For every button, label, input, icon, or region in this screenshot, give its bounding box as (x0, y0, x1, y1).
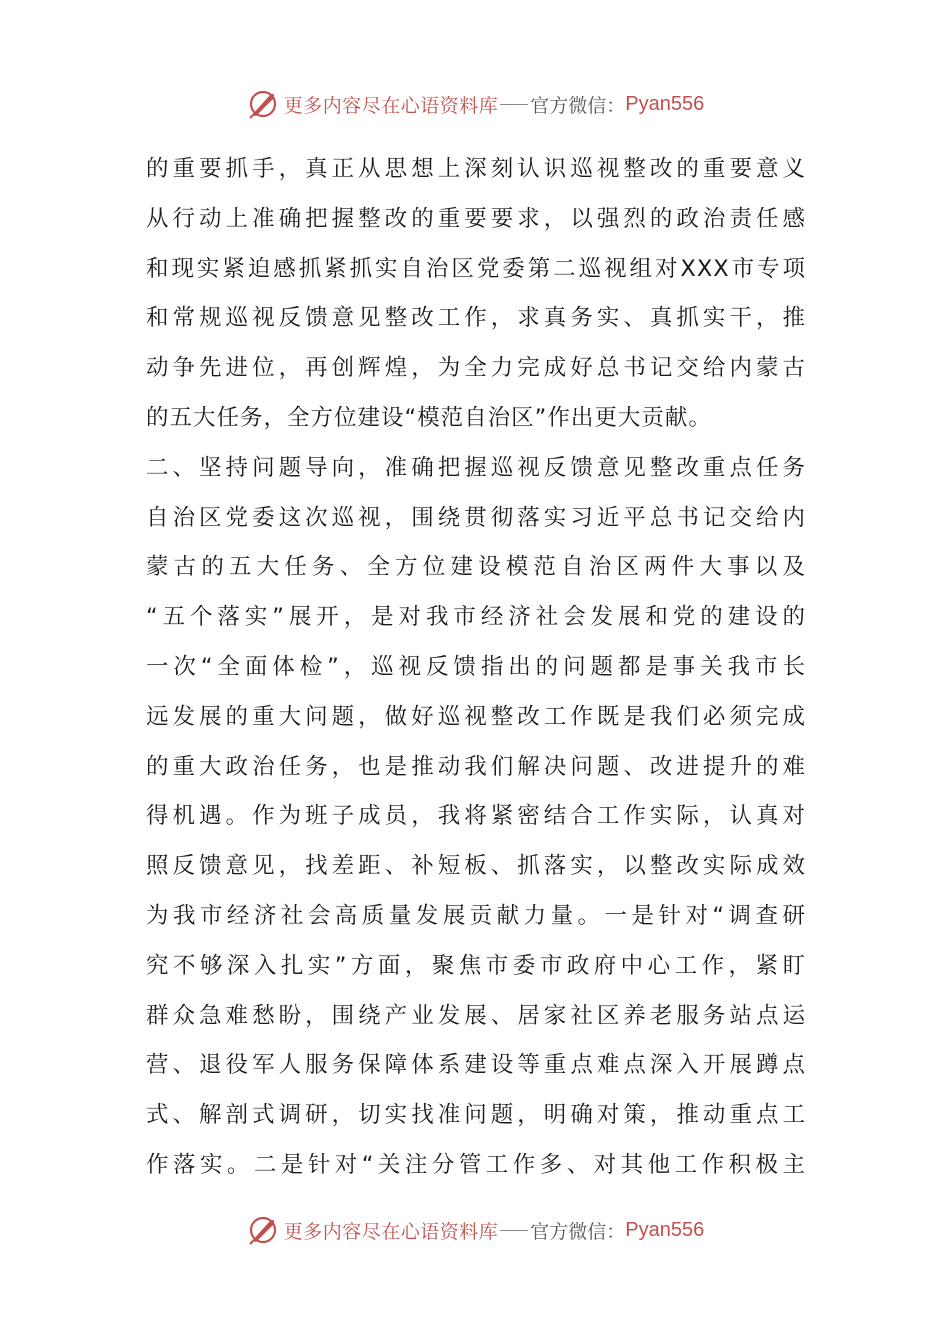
header-site-text: 更多内容尽在心语资料库 (283, 94, 499, 117)
header-separator (500, 104, 528, 105)
quill-logo-icon (246, 1213, 280, 1247)
text-line: 远发展的重大问题，做好巡视整改工作既是我们必须完成 (146, 703, 806, 730)
text-line: 的重大政治任务，也是推动我们解决问题、改进提升的难 (146, 753, 806, 780)
footer-wechat-id: Pyan556 (625, 1218, 705, 1241)
text-line: 式、解剖式调研，切实找准问题，明确对策，推动重点工 (146, 1102, 806, 1129)
text-line: 自治区党委这次巡视，围绕贯彻落实习近平总书记交给内 (146, 504, 806, 531)
footer-banner (0, 1208, 950, 1252)
text-line: 营、退役军人服务保障体系建设等重点难点深入开展蹲点 (146, 1052, 806, 1079)
header-wechat-id: Pyan556 (625, 92, 705, 115)
text-line: 一次“全面体检”，巡视反馈指出的问题都是事关我市长 (146, 653, 806, 680)
text-line: 为我市经济社会高质量发展贡献力量。一是针对“调查研 (146, 902, 806, 929)
text-line: 和现实紧迫感抓紧抓实自治区党委第二巡视组对XXX市专项 (146, 255, 806, 282)
footer-site-text: 更多内容尽在心语资料库 (283, 1220, 499, 1243)
text-line: 究不够深入扎实”方面，聚焦市委市政府中心工作，紧盯 (146, 952, 806, 979)
text-line: 从行动上准确把握整改的重要要求，以强烈的政治责任感 (146, 205, 806, 232)
text-line: 和常规巡视反馈意见整改工作，求真务实、真抓实干，推 (146, 305, 806, 332)
text-line: 的五大任务，全方位建设“模范自治区”作出更大贡献。 (146, 404, 712, 431)
text-line: 动争先进位，再创辉煌，为全力完成好总书记交给内蒙古 (146, 355, 806, 382)
text-line: 照反馈意见，找差距、补短板、抓落实，以整改实际成效 (146, 853, 806, 880)
quill-logo-icon (246, 87, 280, 121)
section-heading-line: 二、坚持问题导向，准确把握巡视反馈意见整改重点任务 (146, 454, 806, 481)
header-wechat-label: 官方微信： (530, 94, 626, 117)
text-line: 得机遇。作为班子成员，我将紧密结合工作实际，认真对 (146, 803, 806, 830)
text-line: 的重要抓手，真正从思想上深刻认识巡视整改的重要意义 (146, 156, 806, 182)
text-line: “五个落实”展开，是对我市经济社会发展和党的建设的 (146, 604, 806, 631)
footer-wechat-label: 官方微信： (530, 1220, 626, 1243)
text-line: 作落实。二是针对“关注分管工作多、对其他工作积极主 (146, 1151, 806, 1178)
document-body (146, 145, 806, 1191)
text-line: 群众急难愁盼，围绕产业发展、居家社区养老服务站点运 (146, 1002, 806, 1029)
header-banner (0, 82, 950, 126)
footer-separator (500, 1230, 528, 1231)
text-line: 蒙古的五大任务、全方位建设模范自治区两件大事以及 (146, 554, 806, 581)
